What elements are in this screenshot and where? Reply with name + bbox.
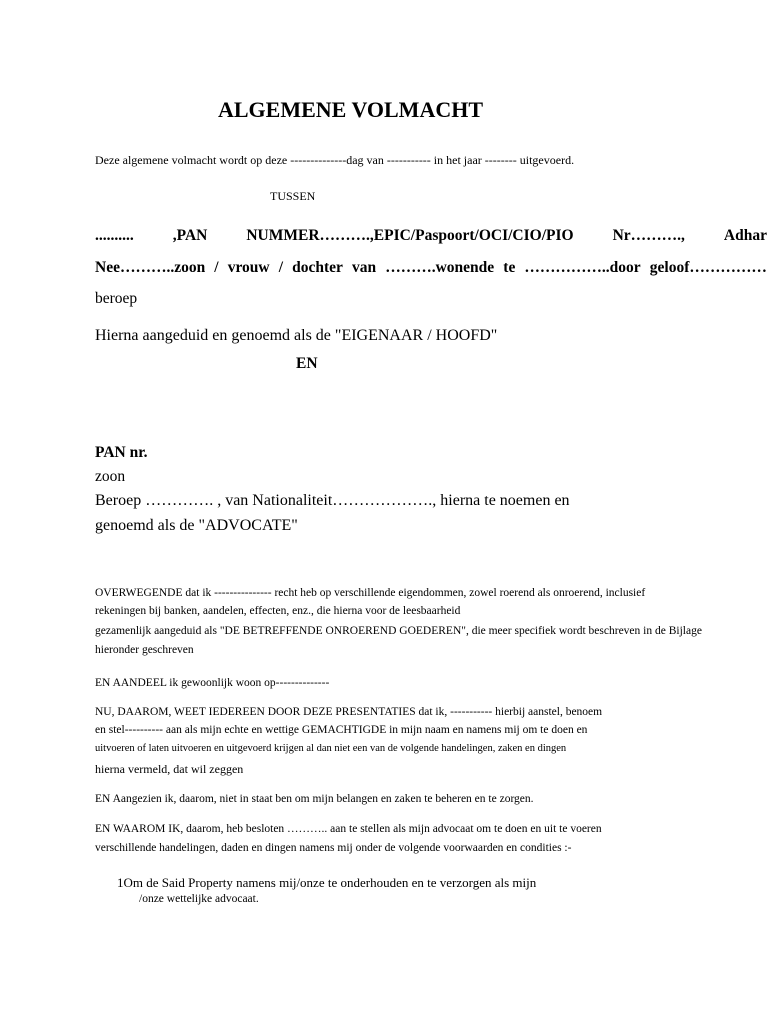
party1-line2-word: vrouw: [227, 259, 270, 276]
party1-line1: [95, 228, 767, 244]
party1-line2-word: Nee………..zoon: [95, 259, 206, 276]
party2-profession: Beroep …………. , van Nationaliteit………………., hierna te noemen en: [95, 492, 570, 509]
party1-line2-word: te: [503, 259, 516, 276]
party1-line1-word: ,PAN: [172, 227, 208, 244]
whereas-line: gezamenlijk aangeduid als "DE BETREFFENDE ONROEREND GOEDEREN", die meer specifiek wordt beschreven in de Bijlage: [95, 625, 702, 637]
residence-line: EN AANDEEL ik gewoonlijk woon op--------------: [95, 677, 330, 689]
party1-line1-word: NUMMER……….,EPIC/Paspoort/OCI/CIO/PIO: [246, 227, 574, 244]
whereas-line: hieronder geschreven: [95, 644, 194, 656]
party1-profession: beroep: [95, 290, 138, 307]
whereas-line: OVERWEGENDE dat ik --------------- recht heb op verschillende eigendommen, zowel roerend als onroerend, inclusief: [95, 587, 646, 599]
party2-pan: PAN nr.: [95, 444, 148, 461]
between-label: TUSSEN: [270, 189, 316, 203]
party1-line2-word: van: [352, 259, 377, 276]
party2-son: zoon: [95, 468, 126, 485]
appointment-line: en stel---------- aan als mijn echte en wettige GEMACHTIGDE in mijn naam en namens mij om te doen en: [95, 724, 588, 736]
unable-line: EN Aangezien ik, daarom, niet in staat ben om mijn belangen en zaken te beheren en te zorgen.: [95, 793, 534, 805]
decided-line: EN WAAROM IK, daarom, heb besloten ……….. aan te stellen als mijn advocaat om te doen en uit te voeren: [95, 823, 602, 835]
party1-line2-word: geloof……………: [649, 259, 767, 276]
and-separator: EN: [296, 355, 318, 372]
document-title: ALGEMENE VOLMACHT: [218, 97, 484, 122]
advocate-designation: genoemd als de "ADVOCATE": [95, 517, 298, 534]
party1-line1-word: ..........: [95, 227, 134, 244]
intro-line: Deze algemene volmacht wordt op deze --------------dag van ----------- in het jaar -------- uitgevoerd.: [95, 153, 575, 167]
party1-line2-word: ……….wonende: [385, 259, 495, 276]
whereas-line: rekeningen bij banken, aandelen, effecten, enz., die hierna voor de leesbaarheid: [95, 605, 461, 617]
party1-line2-word: ……………..door: [524, 259, 641, 276]
owner-designation: Hierna aangeduid en genoemd als de "EIGENAAR / HOOFD": [95, 327, 498, 344]
party1-line2-word: /: [278, 259, 284, 276]
party1-line2: [95, 260, 767, 276]
decided-line: verschillende handelingen, daden en dingen namens mij onder de volgende voorwaarden en condities :-: [95, 842, 572, 854]
appointment-line: hierna vermeld, dat wil zeggen: [95, 762, 244, 776]
clause-1-line1: 1Om de Said Property namens mij/onze te onderhouden en te verzorgen als mijn: [117, 875, 537, 890]
party1-line1-word: Adhar: [723, 227, 767, 244]
appointment-line: NU, DAAROM, WEET IEDEREEN DOOR DEZE PRESENTATIES dat ik, ----------- hierbij aanstel, benoem: [95, 706, 603, 718]
party1-line2-word: dochter: [292, 259, 343, 276]
appointment-line: uitvoeren of laten uitvoeren en uitgevoerd krijgen al dan niet een van de volgende handelingen, zaken en dingen: [95, 743, 567, 754]
clause-1-line2: /onze wettelijke advocaat.: [139, 893, 259, 905]
party1-line1-word: Nr……….,: [612, 227, 685, 244]
party1-line2-word: /: [214, 259, 219, 276]
